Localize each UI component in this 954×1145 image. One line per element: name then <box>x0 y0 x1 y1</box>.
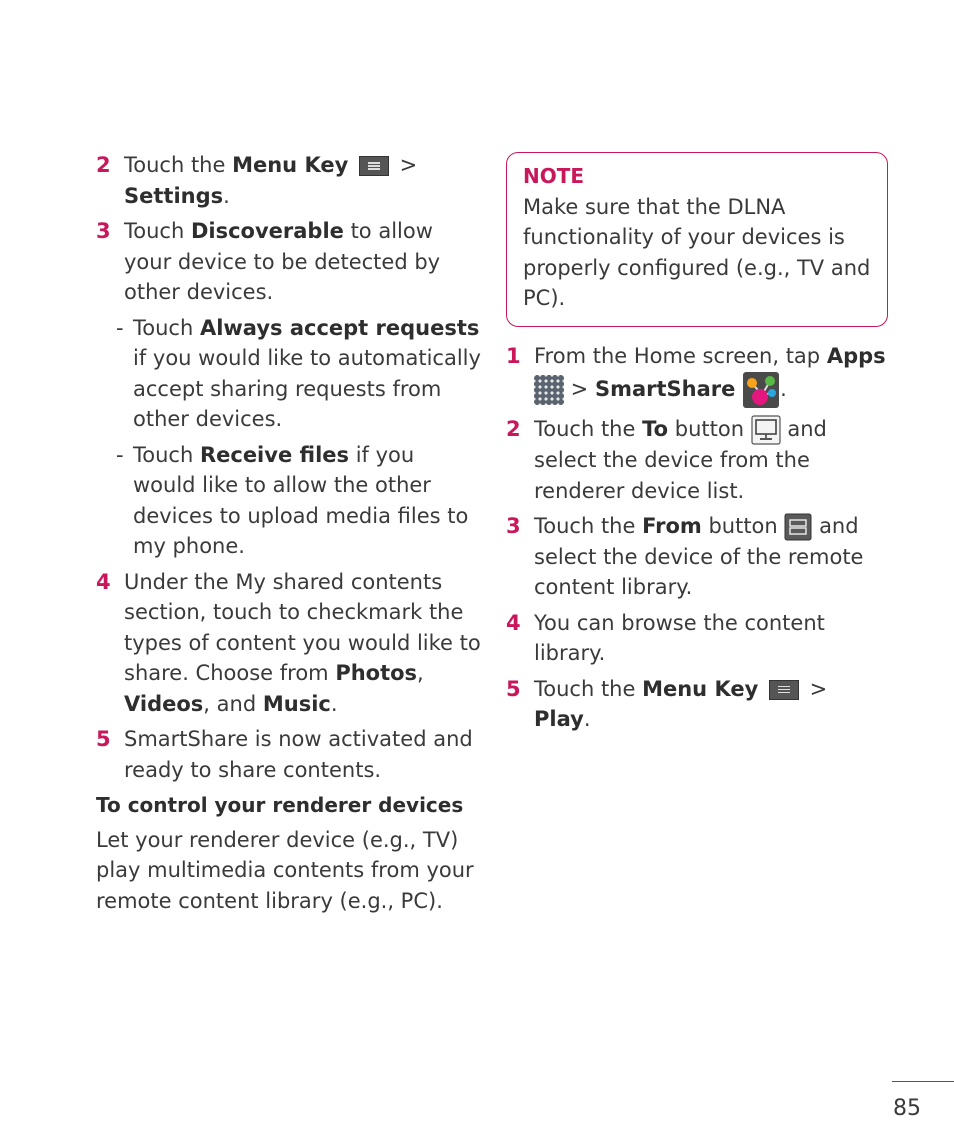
section-heading: To control your renderer devices <box>96 793 464 817</box>
right-column <box>506 152 888 740</box>
monitor-icon <box>751 415 781 445</box>
step-5-play: 5 Touch the Menu Key > Play. <box>506 674 888 735</box>
step-2-settings: 2 Touch the Menu Key > Settings. <box>96 150 481 211</box>
step-5-activated: 5 SmartShare is now activated and ready to share contents. <box>96 724 481 785</box>
videos-label: Videos <box>124 691 204 716</box>
step-number: 4 <box>506 610 521 635</box>
step-2-to-button: 2 Touch the To button and select the device from the renderer device list. <box>506 414 888 506</box>
music-label: Music <box>262 691 331 716</box>
server-icon <box>784 513 812 541</box>
step-number: 2 <box>506 417 521 441</box>
always-accept-label: Always accept requests <box>199 315 480 340</box>
menu-key-label: Menu Key <box>232 153 349 177</box>
note-text: Make sure that the DLNA functionality of your devices is properly configured (e.g., TV and PC). <box>523 194 871 310</box>
to-label: To <box>642 417 669 441</box>
menu-key-icon <box>359 156 389 176</box>
menu-key-label: Menu Key <box>642 676 759 701</box>
sub-receive-files: - Touch Receive files if you would like to allow the other devices to upload media files to my phone. <box>116 442 469 558</box>
step-number: 1 <box>506 343 521 368</box>
note-box <box>506 152 888 327</box>
receive-files-label: Receive files <box>199 442 350 467</box>
settings-label: Settings <box>124 183 224 208</box>
play-label: Play <box>534 707 584 731</box>
note-title: NOTE <box>523 164 585 188</box>
menu-key-icon <box>769 680 799 700</box>
step-number: 4 <box>96 569 111 594</box>
left-column <box>96 150 481 916</box>
step-number: 5 <box>96 727 111 751</box>
sub-always-accept: - Touch Always accept requests if you would like to automatically accept sharing requests from other devices. <box>116 315 481 431</box>
step-number: 5 <box>506 676 521 701</box>
apps-label: Apps <box>826 343 886 368</box>
step-number: 3 <box>506 514 521 538</box>
step-4-browse: 4 You can browse the content library. <box>506 608 888 669</box>
footer-rule <box>892 1081 954 1082</box>
from-label: From <box>642 514 702 538</box>
discoverable-label: Discoverable <box>190 219 344 243</box>
step-number: 3 <box>96 219 111 243</box>
step-3-discoverable: 3 Touch Discoverable to allow your device to be detected by other devices. <box>96 216 481 308</box>
smartshare-label: SmartShare <box>594 377 736 401</box>
step-1-open-smartshare: 1 From the Home screen, tap Apps > SmartShare . <box>506 341 888 410</box>
apps-grid-icon <box>534 375 564 405</box>
step-3-from-button: 3 Touch the From button and select the device of the remote content library. <box>506 511 888 603</box>
section-paragraph: Let your renderer device (e.g., TV) play multimedia contents from your remote content library (e.g., PC). <box>96 827 474 913</box>
photos-label: Photos <box>335 661 418 685</box>
step-number: 2 <box>96 153 111 177</box>
smartshare-icon <box>742 371 780 409</box>
step-4-shared-contents: 4 Under the My shared contents section, touch to checkmark the types of content you would like to share. Choose from Photos, Videos, and Music. <box>96 567 481 720</box>
page-number: 85 <box>893 1096 921 1121</box>
